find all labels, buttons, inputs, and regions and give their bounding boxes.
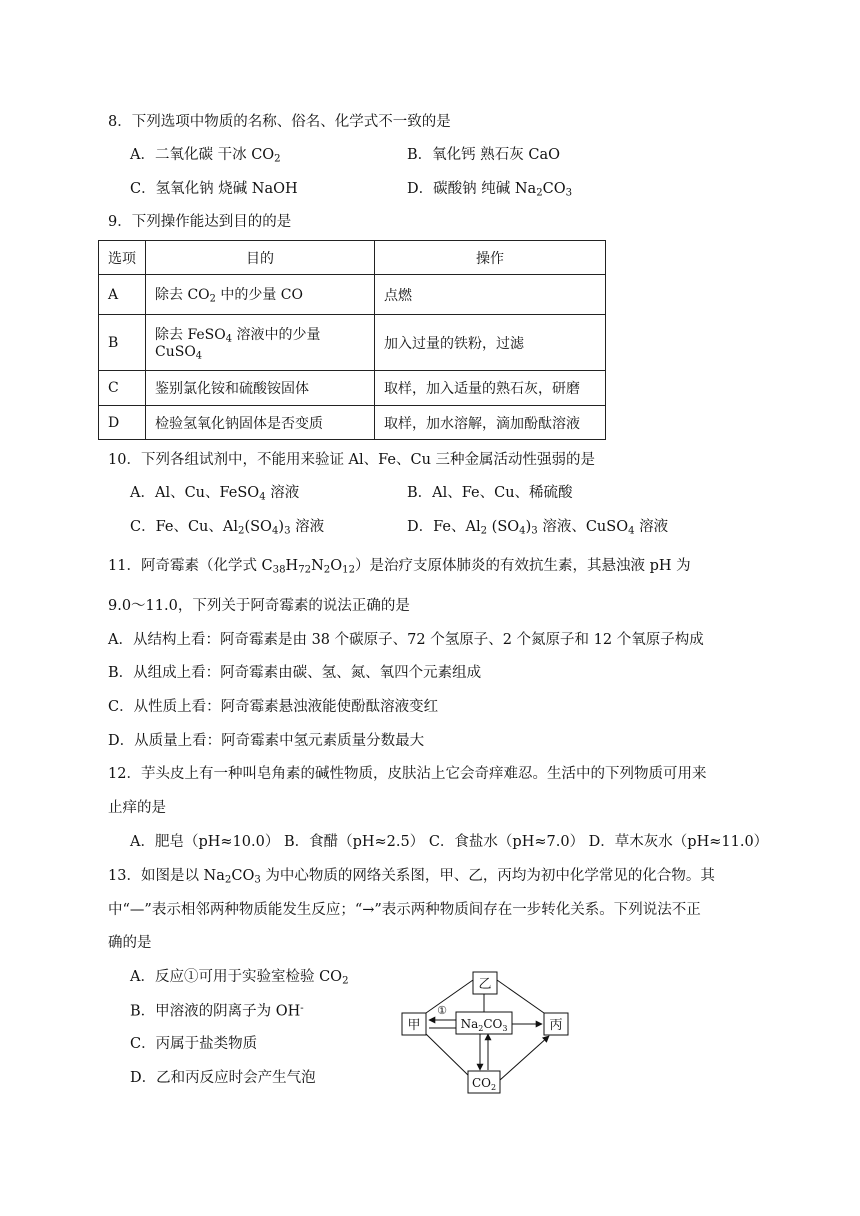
q8-option-b[interactable]: B．氧化钙 熟石灰 CaO [407,147,560,163]
q9-operations-table [98,240,606,440]
row-option: B [99,315,146,371]
q13-option-d[interactable]: D．乙和丙反应时会产生气泡 [130,1070,316,1086]
q13-stem: 13．如图是以 $Na_2CO_3$ 为中心物质的网络关系图，甲、乙，丙均为初中化学常见的化合物。其 [108,868,715,886]
svg-text:Na2CO3: $Na_2CO_3$ [460,1017,508,1033]
q12-stem-continued: 止痒的是 [108,800,166,816]
q8-option-a[interactable]: A．二氧化碳 干冰 $CO_2$ [130,147,281,165]
row-goal: 鉴别氯化铵和硫酸铵固体 [146,371,375,406]
q10-stem: 10．下列各组试剂中，不能用来验证 Al、Fe、Cu 三种金属活动性强弱的是 [108,452,596,468]
q10-option-a[interactable]: A．Al、Cu、FeSO$_4$ 溶液 [130,485,300,503]
q13-option-a[interactable]: A．反应①可用于实验室检验 $CO_2$ [130,969,349,987]
table-header-row [99,241,606,275]
reaction-1-mark: ① [437,1004,447,1017]
q13-network-diagram [396,968,576,1098]
q12-stem: 12．芋头皮上有一种叫皂角素的碱性物质，皮肤沾上它会奇痒难忍。生活中的下列物质可用来 [108,766,707,782]
table-row [99,371,606,406]
q10-option-b[interactable]: B．Al、Fe、Cu、稀硫酸 [407,485,573,501]
q8-option-d[interactable]: D．碳酸钠 纯碱 $Na_2CO_3$ [407,181,573,199]
row-option: D [99,406,146,440]
header-operation: 操作 [375,241,606,275]
edge-jia-yi [426,980,473,1013]
node-na2co3 [456,1012,512,1034]
q11-option-d[interactable]: D．从质量上看：阿奇霉素中氢元素质量分数最大 [108,733,425,749]
q11-option-a[interactable]: A．从结构上看：阿奇霉素是由 38 个碳原子、72 个氢原子、2 个氮原子和 12 个氧原子构成 [108,632,704,648]
table-row [99,275,606,315]
q10-option-d[interactable]: D．Fe、$Al_2$ $(SO_4)_3$ 溶液、CuSO$_4$ 溶液 [407,519,669,537]
q9-stem: 9．下列操作能达到目的的是 [108,214,292,230]
row-goal: 除去 $CO_2$ 中的少量 CO [146,275,375,315]
svg-text:乙: 乙 [478,977,492,992]
table-row [99,315,606,371]
edge-yi-bing [497,980,544,1013]
table-row [99,406,606,440]
svg-text:CO2: $CO_2$ [471,1076,497,1092]
row-goal: 检验氢氧化钠固体是否变质 [146,406,375,440]
arrow-co2-to-bing [500,1036,549,1080]
header-option: 选项 [99,241,146,275]
q13-stem-line3: 确的是 [108,935,152,951]
row-operation: 加入过量的铁粉，过滤 [375,315,606,371]
row-option: C [99,371,146,406]
node-jia [402,1013,426,1035]
header-goal: 目的 [146,241,375,275]
row-operation: 取样，加水溶解，滴加酚酞溶液 [375,406,606,440]
q13-option-c[interactable]: C．丙属于盐类物质 [130,1036,258,1052]
q13-option-b[interactable]: B．甲溶液的阴离子为 OH- [130,1003,304,1020]
q11-option-c[interactable]: C．从性质上看：阿奇霉素悬浊液能使酚酞溶液变红 [108,699,439,715]
q11-option-b[interactable]: B．从组成上看：阿奇霉素由碳、氢、氮、氧四个元素组成 [108,665,482,681]
row-operation: 点燃 [375,275,606,315]
edge-jia-co2 [426,1034,471,1078]
row-option: A [99,275,146,315]
q11-stem-continued: 9.0～11.0，下列关于阿奇霉素的说法正确的是 [108,598,410,614]
node-co2 [468,1071,500,1093]
node-bing [544,1013,568,1035]
q8-stem: 8．下列选项中物质的名称、俗名、化学式不一致的是 [108,114,451,130]
row-goal: 除去 FeSO$_4$ 溶液中的少量 CuSO$_4$ [146,315,375,371]
svg-text:甲: 甲 [407,1018,421,1033]
node-yi [473,972,497,994]
q11-stem: 11．阿奇霉素（化学式 $C_{38}H_{72}N_2O_{12}$）是治疗支原体肺炎的有效抗生素，其悬浊液 pH 为 [108,558,691,576]
q12-options[interactable]: A．肥皂（pH≈10.0） B．食醋（pH≈2.5） C．食盐水（pH≈7.0） D．草木灰水（pH≈11.0） [130,834,769,850]
q13-stem-line2: 中“—”表示相邻两种物质能发生反应；“→”表示两种物质间存在一步转化关系。下列说法不正 [108,902,701,918]
q10-option-c[interactable]: C．Fe、Cu、$Al_2(SO_4)_3$ 溶液 [130,519,325,537]
svg-text:丙: 丙 [549,1018,563,1033]
row-operation: 取样，加入适量的熟石灰，研磨 [375,371,606,406]
q8-option-c[interactable]: C．氢氧化钠 烧碱 NaOH [130,181,298,197]
